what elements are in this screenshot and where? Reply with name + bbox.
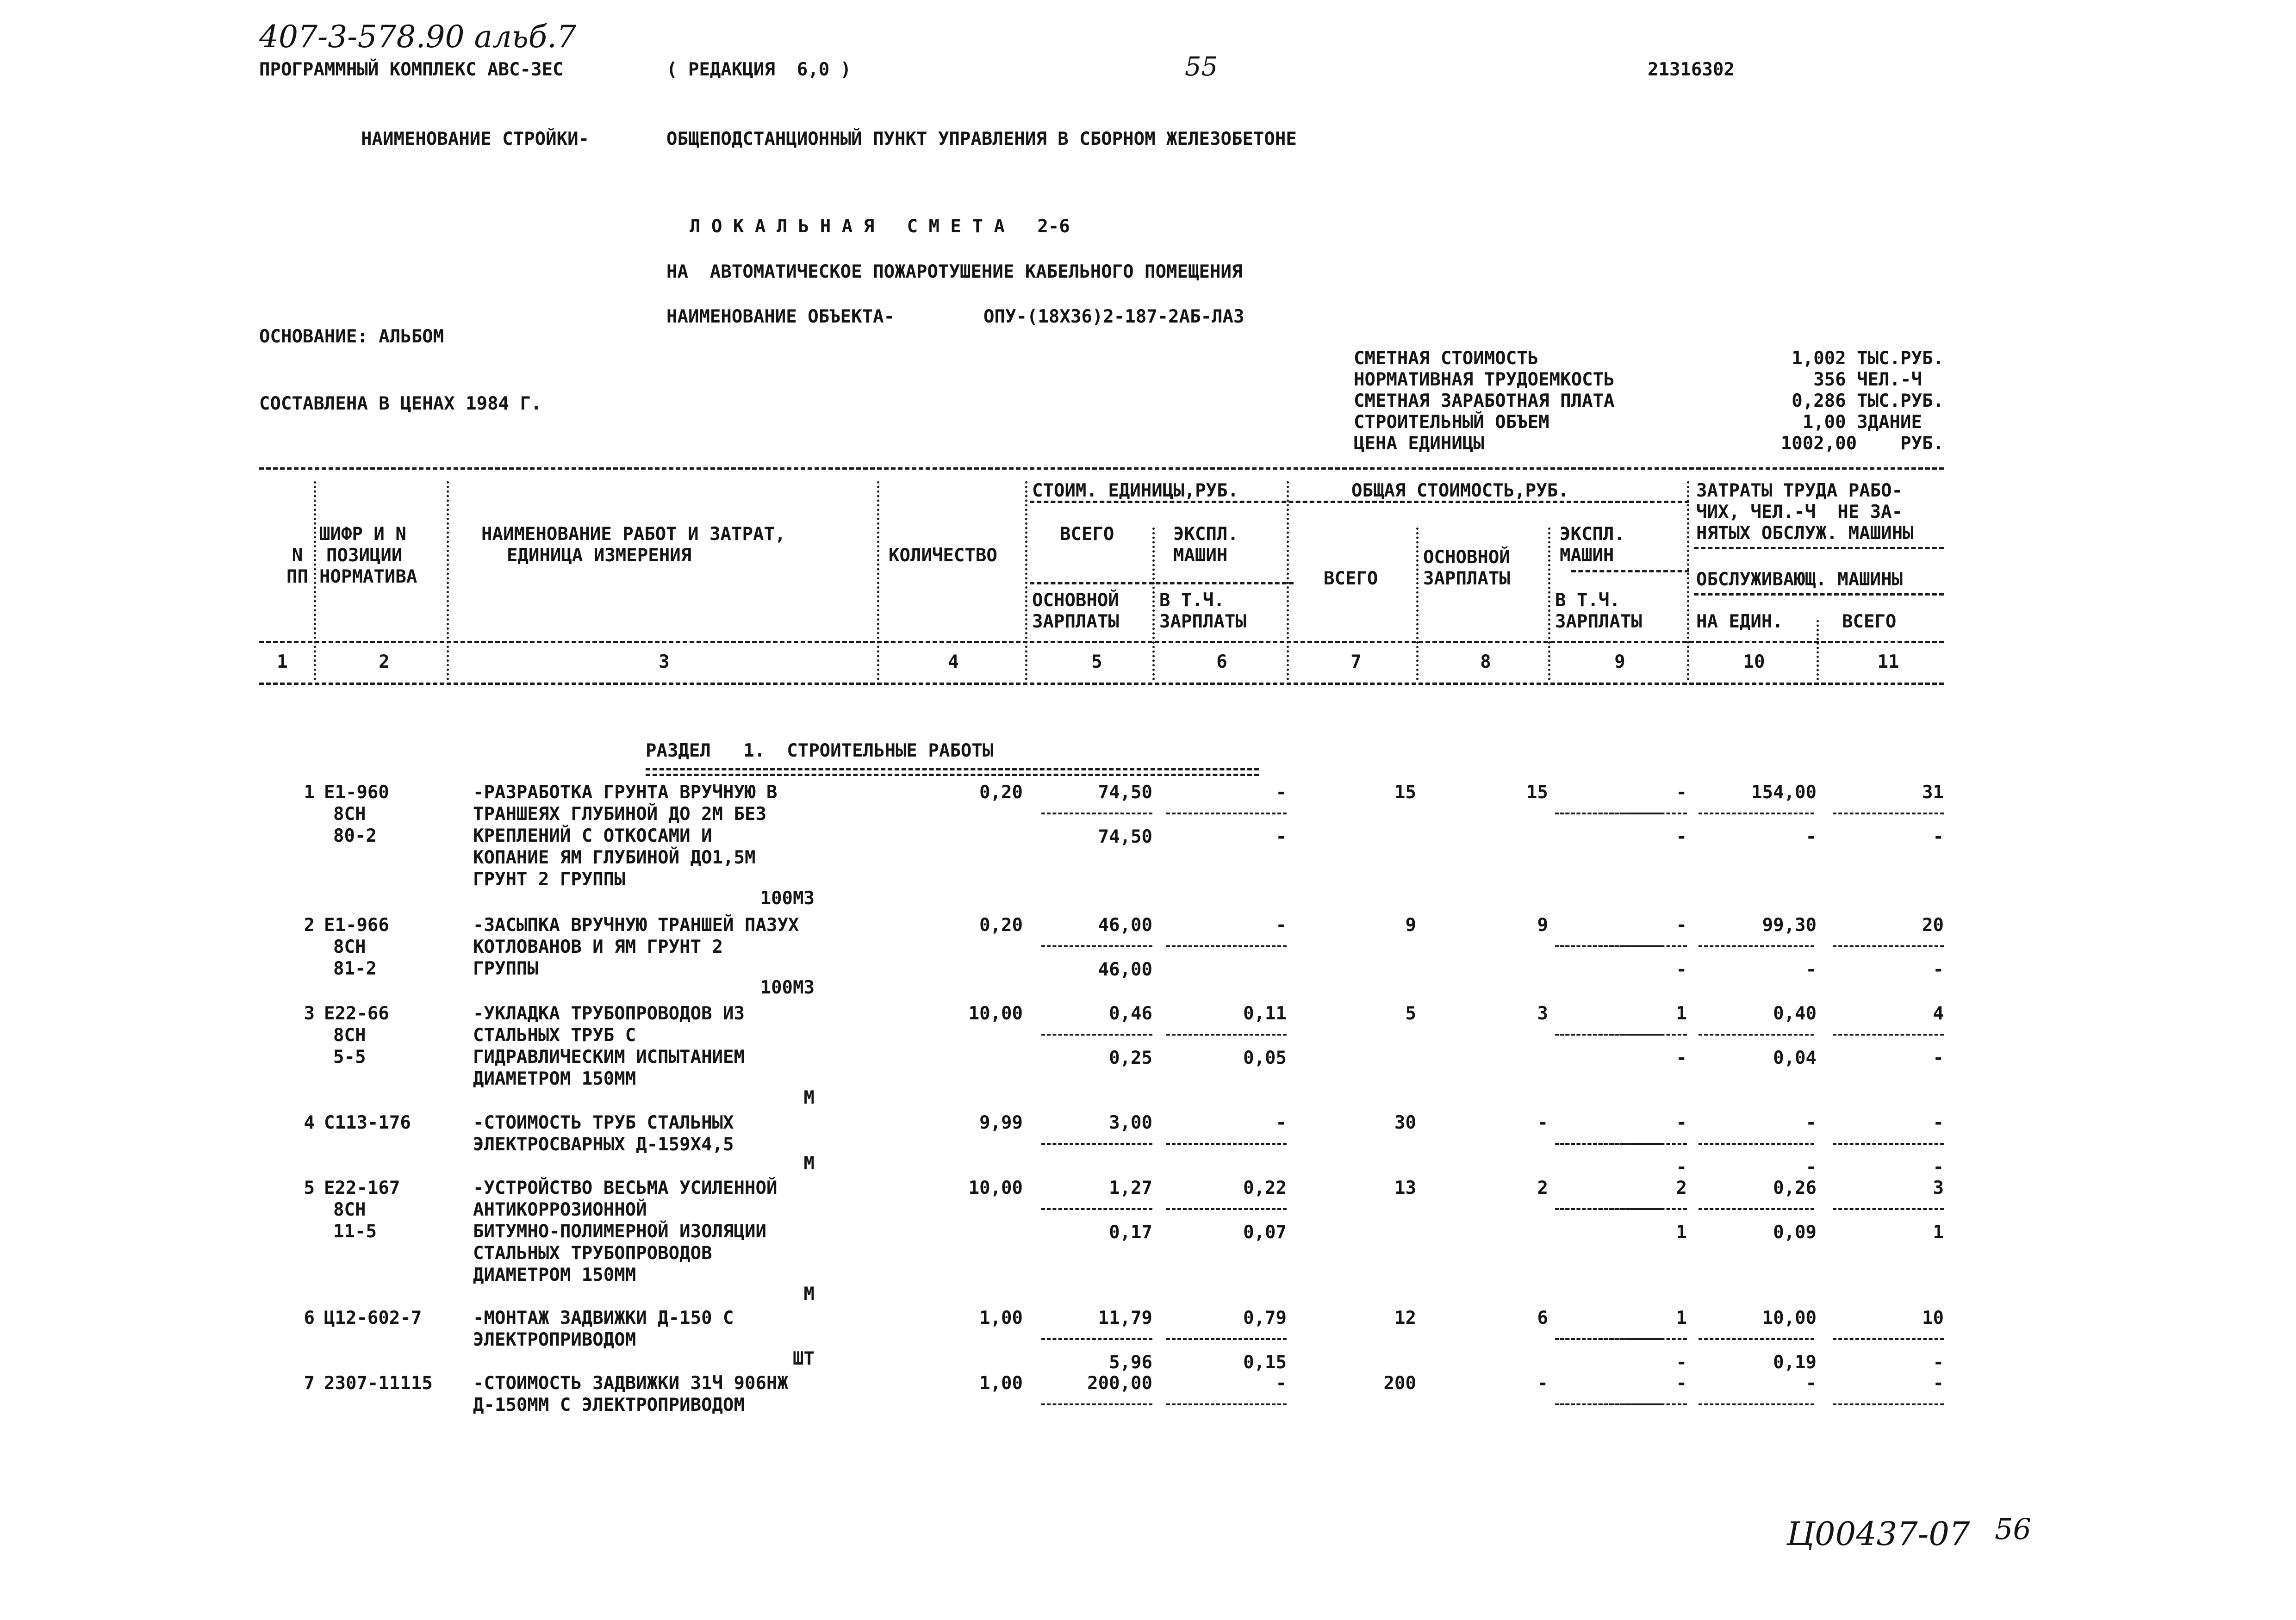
row-quantity: 1,00	[979, 1308, 1023, 1328]
row-cost-value: 0,40	[1773, 1003, 1817, 1024]
construction-label: НАИМЕНОВАНИЕ СТРОЙКИ-	[361, 129, 590, 149]
row-code: Е22-167	[324, 1178, 400, 1198]
header-total-wages: ОСНОВНОЙ	[1423, 547, 1510, 568]
row-code: С113-176	[324, 1112, 411, 1133]
row-cost-value: 20	[1922, 915, 1944, 936]
row-cost-value: -	[1805, 1112, 1817, 1133]
handwritten-document-ref: Ц00437-07	[1786, 1515, 1970, 1553]
header-labor-unit: НА ЕДИН.	[1696, 611, 1783, 632]
section-underline	[646, 768, 1259, 770]
column-number: 5	[1091, 652, 1102, 672]
row-cost-value: 1	[1676, 1003, 1687, 1024]
row-number: 2	[304, 915, 315, 936]
row-number: 1	[304, 782, 315, 803]
header-unit-wages: ОСНОВНОЙ	[1032, 590, 1119, 611]
row-work-name: ДИАМЕТРОМ 150ММ	[473, 1265, 636, 1285]
labor-sub-rule	[1694, 593, 1944, 596]
row-work-name: -РАЗРАБОТКА ГРУНТА ВРУЧНУЮ В	[473, 782, 778, 803]
column-number: 11	[1877, 652, 1899, 672]
row-split-rule	[1041, 1143, 1152, 1145]
header-col-code: НОРМАТИВА	[319, 566, 417, 587]
row-work-name: -УКЛАДКА ТРУБОПРОВОДОВ ИЗ	[473, 1003, 745, 1024]
row-number: 6	[304, 1308, 315, 1328]
row-cost-value: 13	[1394, 1178, 1416, 1198]
header-total-incl: В Т.Ч.	[1555, 590, 1620, 611]
row-cost-value: 15	[1526, 782, 1548, 803]
document-code: 21316302	[1648, 59, 1735, 80]
row-split-rule	[1166, 813, 1287, 814]
summary-value: 0,286 ТЫС.РУБ.	[1792, 391, 1944, 411]
handwritten-page-number: 55	[1185, 52, 1218, 82]
row-code: 11-5	[333, 1221, 377, 1242]
row-split-rule	[1560, 1208, 1687, 1210]
summary-value: 1002,00 РУБ.	[1780, 433, 1944, 454]
header-total-machines: ЭКСПЛ.	[1560, 524, 1625, 545]
row-cost-value: 9	[1537, 915, 1548, 936]
row-cost-value: 4	[1933, 1003, 1944, 1024]
row-wage-value: -	[1933, 1048, 1944, 1068]
row-work-name: Д-150ММ С ЭЛЕКТРОПРИВОДОМ	[473, 1395, 745, 1415]
row-cost-value: 31	[1922, 782, 1944, 803]
row-split-rule	[1833, 1338, 1944, 1340]
row-split-rule	[1833, 1143, 1944, 1145]
header-labor: ЗАТРАТЫ ТРУДА РАБО-	[1696, 480, 1903, 501]
row-wage-value: -	[1276, 826, 1287, 847]
header-col-quantity: КОЛИЧЕСТВО	[889, 545, 997, 566]
row-number: 4	[304, 1112, 315, 1133]
row-unit: ШТ	[793, 1348, 815, 1369]
column-number: 10	[1743, 652, 1765, 672]
row-split-rule	[1166, 1338, 1287, 1340]
column-number: 2	[379, 652, 390, 672]
row-code: 2307-11115	[324, 1373, 433, 1394]
row-work-name: ЭЛЕКТРОПРИВОДОМ	[473, 1329, 636, 1350]
handwritten-album-ref: 407-3-578.90 альб.7	[259, 19, 577, 55]
summary-value: 1,00 ЗДАНИЕ	[1802, 412, 1922, 433]
row-work-name: ДИАМЕТРОМ 150ММ	[473, 1068, 636, 1089]
row-quantity: 9,99	[979, 1112, 1023, 1133]
summary-label: СМЕТНАЯ ЗАРАБОТНАЯ ПЛАТА	[1354, 391, 1615, 411]
header-bottom-rule	[259, 641, 1944, 643]
row-cost-value: -	[1276, 1112, 1287, 1133]
row-work-name: КОТЛОВАНОВ И ЯМ ГРУНТ 2	[473, 937, 723, 957]
row-split-rule	[1699, 813, 1814, 814]
row-wage-value: 0,15	[1243, 1352, 1287, 1373]
row-unit: М	[803, 1284, 815, 1304]
column-number: 7	[1350, 652, 1362, 672]
row-code: Е1-960	[324, 782, 389, 803]
header-total-cost: ОБЩАЯ СТОИМОСТЬ,РУБ.	[1351, 480, 1569, 501]
row-number: 5	[304, 1178, 315, 1198]
header-col-name: ЕДИНИЦА ИЗМЕРЕНИЯ	[507, 545, 692, 566]
object-name: ОПУ-(18Х36)2-187-2АБ-ЛА3	[983, 306, 1244, 327]
summary-value: 1,002 ТЫС.РУБ.	[1792, 348, 1944, 369]
row-wage-value: 0,05	[1243, 1048, 1287, 1068]
row-cost-value: -	[1933, 1112, 1944, 1133]
row-split-rule	[1560, 813, 1687, 814]
row-cost-value: 30	[1394, 1112, 1416, 1133]
row-split-rule	[1560, 1034, 1687, 1036]
row-code: 5-5	[333, 1047, 366, 1068]
section-title: РАЗДЕЛ 1. СТРОИТЕЛЬНЫЕ РАБОТЫ	[646, 740, 994, 761]
row-wage-value: 0,19	[1773, 1352, 1817, 1373]
row-cost-value: 2	[1537, 1178, 1548, 1198]
row-split-rule	[1833, 945, 1944, 947]
row-cost-value: 9	[1405, 915, 1416, 936]
row-work-name: АНТИКОРРОЗИОННОЙ	[473, 1199, 647, 1220]
row-cost-value: 10	[1922, 1308, 1944, 1328]
table-top-rule	[259, 467, 1944, 470]
row-split-rule	[1560, 945, 1687, 947]
basis: ОСНОВАНИЕ: АЛЬБОМ	[259, 326, 444, 347]
row-wage-value: 0,09	[1773, 1222, 1817, 1243]
row-quantity: 0,20	[979, 782, 1023, 803]
row-split-rule	[1560, 1338, 1687, 1340]
row-code: Ц12-602-7	[324, 1308, 422, 1328]
row-split-rule	[1699, 1403, 1814, 1405]
header-text: ПП	[286, 566, 308, 587]
header-text: N	[292, 545, 303, 566]
estimate-subject: НА АВТОМАТИЧЕСКОЕ ПОЖАРОТУШЕНИЕ КАБЕЛЬНОГО ПОМЕЩЕНИЯ	[666, 261, 1243, 282]
row-unit: М	[803, 1153, 815, 1174]
row-work-name: -ЗАСЫПКА ВРУЧНУЮ ТРАНШЕЙ ПАЗУХ	[473, 915, 799, 936]
price-level: СОСТАВЛЕНА В ЦЕНАХ 1984 Г.	[259, 393, 542, 414]
header-unit-incl: В Т.Ч.	[1159, 590, 1225, 611]
row-cost-value: 0,26	[1773, 1178, 1817, 1198]
col-divider	[1817, 620, 1819, 680]
row-quantity: 10,00	[968, 1178, 1023, 1198]
header-total-incl: ЗАРПЛАТЫ	[1555, 611, 1642, 632]
row-wage-value: -	[1933, 826, 1944, 847]
row-work-name: БИТУМНО-ПОЛИМЕРНОЙ ИЗОЛЯЦИИ	[473, 1221, 766, 1242]
row-split-rule	[1166, 1143, 1287, 1145]
header-unit-machines: МАШИН	[1173, 545, 1228, 566]
numbers-bottom-rule	[259, 683, 1944, 685]
row-cost-value: 154,00	[1751, 782, 1817, 803]
row-work-name: -СТОИМОСТЬ ЗАДВИЖКИ 31Ч 906НЖ	[473, 1373, 788, 1394]
row-work-name: -МОНТАЖ ЗАДВИЖКИ Д-150 С	[473, 1308, 734, 1328]
col-divider	[447, 481, 449, 680]
row-code: 8СН	[333, 1025, 366, 1046]
labor-group-rule	[1694, 547, 1944, 549]
summary-label: НОРМАТИВНАЯ ТРУДОЕМКОСТЬ	[1354, 369, 1615, 390]
row-cost-value: 15	[1394, 782, 1416, 803]
row-split-rule	[1699, 1208, 1814, 1210]
row-cost-value: 3,00	[1109, 1112, 1152, 1133]
row-unit: 100М3	[760, 888, 815, 909]
row-cost-value: 3	[1537, 1003, 1548, 1024]
row-code: 8СН	[333, 804, 366, 825]
row-split-rule	[1833, 1034, 1944, 1036]
row-cost-value: 0,22	[1243, 1178, 1287, 1198]
row-work-name: КРЕПЛЕНИЙ С ОТКОСАМИ И	[473, 826, 712, 846]
col-divider	[1287, 481, 1289, 680]
program-name: ПРОГРАММНЫЙ КОМПЛЕКС АВС-3ЕС	[259, 59, 564, 80]
row-wage-value: -	[1805, 959, 1817, 980]
row-wage-value: -	[1933, 1352, 1944, 1373]
row-cost-value: -	[1676, 1373, 1687, 1394]
row-cost-value: 0,11	[1243, 1003, 1287, 1024]
row-unit: 100М3	[760, 977, 815, 998]
summary-label: ЦЕНА ЕДИНИЦЫ	[1354, 433, 1484, 454]
row-split-rule	[1041, 945, 1152, 947]
row-unit: М	[803, 1087, 815, 1108]
row-cost-value: -	[1537, 1373, 1548, 1394]
col-divider	[1687, 481, 1689, 680]
row-wage-value: 46,00	[1098, 959, 1152, 980]
column-number: 6	[1216, 652, 1227, 672]
row-cost-value: -	[1676, 782, 1687, 803]
row-cost-value: 200	[1383, 1373, 1416, 1394]
row-code: 80-2	[333, 826, 377, 846]
handwritten-page-number-2: 56	[1995, 1512, 2031, 1546]
row-wage-value: 0,04	[1773, 1048, 1817, 1068]
row-work-name: ТРАНШЕЯХ ГЛУБИНОЙ ДО 2М БЕЗ	[473, 804, 766, 825]
row-split-rule	[1041, 813, 1152, 814]
header-total-all: ВСЕГО	[1324, 568, 1378, 589]
header-unit-cost: СТОИМ. ЕДИНИЦЫ,РУБ.	[1032, 480, 1239, 501]
row-cost-value: 74,50	[1098, 782, 1152, 803]
total-sub-rule	[1571, 570, 1689, 572]
row-work-name: ГИДРАВЛИЧЕСКИМ ИСПЫТАНИЕМ	[473, 1047, 745, 1068]
row-cost-value: 99,30	[1762, 915, 1817, 936]
row-wage-value: -	[1676, 1157, 1687, 1178]
header-col-code: ШИФР И N	[319, 524, 406, 545]
row-cost-value: 12	[1394, 1308, 1416, 1328]
row-code: 81-2	[333, 958, 377, 979]
header-total-wages: ЗАРПЛАТЫ	[1423, 568, 1510, 589]
col-divider	[1152, 528, 1155, 680]
header-col-code: ПОЗИЦИИ	[326, 545, 403, 566]
col-divider	[1025, 481, 1027, 680]
row-work-name: СТАЛЬНЫХ ТРУБ С	[473, 1025, 636, 1046]
column-number: 1	[277, 652, 288, 672]
row-cost-value: -	[1276, 782, 1287, 803]
row-wage-value: -	[1676, 826, 1687, 847]
row-cost-value: -	[1676, 915, 1687, 936]
header-labor: НЯТЫХ ОБСЛУЖ. МАШИНЫ	[1696, 523, 1914, 544]
row-cost-value: 11,79	[1098, 1308, 1152, 1328]
row-code: 8СН	[333, 937, 366, 957]
row-wage-value: 0,07	[1243, 1222, 1287, 1243]
estimate-title: Л О К А Л Ь Н А Я С М Е Т А 2-6	[690, 216, 1070, 237]
col-divider	[1548, 528, 1550, 680]
header-total-machines: МАШИН	[1560, 545, 1614, 566]
row-wage-value: 0,25	[1109, 1048, 1152, 1068]
row-quantity: 10,00	[968, 1003, 1023, 1024]
row-work-name: -УСТРОЙСТВО ВЕСЬМА УСИЛЕННОЙ	[473, 1178, 778, 1198]
row-wage-value: -	[1933, 1157, 1944, 1178]
col-divider	[314, 481, 316, 680]
row-code: Е1-966	[324, 915, 389, 936]
row-quantity: 0,20	[979, 915, 1023, 936]
summary-label: СМЕТНАЯ СТОИМОСТЬ	[1354, 348, 1539, 369]
row-split-rule	[1041, 1034, 1152, 1036]
row-wage-value: -	[1805, 826, 1817, 847]
header-labor-service: ОБСЛУЖИВАЮЩ. МАШИНЫ	[1696, 569, 1903, 590]
header-col-name: НАИМЕНОВАНИЕ РАБОТ И ЗАТРАТ,	[481, 524, 786, 545]
row-wage-value: 0,17	[1109, 1222, 1152, 1243]
row-cost-value: -	[1933, 1373, 1944, 1394]
column-number: 4	[948, 652, 959, 672]
row-split-rule	[1699, 1338, 1814, 1340]
header-unit-total: ВСЕГО	[1060, 524, 1114, 545]
row-cost-value: 6	[1537, 1308, 1548, 1328]
row-work-name: ГРУНТ 2 ГРУППЫ	[473, 869, 625, 890]
row-split-rule	[1041, 1338, 1152, 1340]
section-underline	[646, 774, 1259, 776]
row-split-rule	[1833, 1403, 1944, 1405]
program-edition: ( РЕДАКЦИЯ 6,0 )	[666, 59, 852, 80]
summary-label: СТРОИТЕЛЬНЫЙ ОБЪЕМ	[1354, 412, 1549, 433]
row-wage-value: 1	[1933, 1222, 1944, 1243]
row-cost-value: 46,00	[1098, 915, 1152, 936]
row-split-rule	[1560, 1143, 1687, 1145]
column-number: 8	[1480, 652, 1491, 672]
row-cost-value: -	[1276, 915, 1287, 936]
header-labor-total: ВСЕГО	[1842, 611, 1897, 632]
header-unit-machines: ЭКСПЛ.	[1173, 524, 1238, 545]
row-work-name: КОПАНИЕ ЯМ ГЛУБИНОЙ ДО1,5М	[473, 847, 756, 868]
header-unit-wages: ЗАРПЛАТЫ	[1032, 611, 1119, 632]
row-cost-value: 0,46	[1109, 1003, 1152, 1024]
row-cost-value: 1,27	[1109, 1178, 1152, 1198]
col-divider	[1416, 528, 1419, 680]
object-label: НАИМЕНОВАНИЕ ОБЪЕКТА-	[666, 306, 895, 327]
row-split-rule	[1166, 1403, 1287, 1405]
row-cost-value: 5	[1405, 1003, 1416, 1024]
row-split-rule	[1166, 1208, 1287, 1210]
header-col-number-2	[259, 545, 314, 588]
row-split-rule	[1166, 1034, 1287, 1036]
row-wage-value: 5,96	[1109, 1352, 1152, 1373]
row-split-rule	[1166, 945, 1287, 947]
row-work-name: СТАЛЬНЫХ ТРУБОПРОВОДОВ	[473, 1243, 712, 1264]
header-unit-incl: ЗАРПЛАТЫ	[1159, 611, 1246, 632]
row-split-rule	[1699, 1143, 1814, 1145]
row-cost-value: 10,00	[1762, 1308, 1817, 1328]
row-cost-value: -	[1537, 1112, 1548, 1133]
row-split-rule	[1041, 1403, 1152, 1405]
row-cost-value: -	[1805, 1373, 1817, 1394]
column-number: 9	[1614, 652, 1625, 672]
row-number: 3	[304, 1003, 315, 1024]
col-divider	[877, 481, 879, 680]
unit-sub-rule	[1030, 582, 1294, 584]
row-work-name: ЭЛЕКТРОСВАРНЫХ Д-159Х4,5	[473, 1134, 734, 1155]
summary-value: 356 ЧЕЛ.-Ч	[1813, 369, 1922, 390]
row-wage-value: -	[1676, 959, 1687, 980]
row-cost-value: 200,00	[1087, 1373, 1152, 1394]
column-number: 3	[659, 652, 670, 672]
row-work-name: -СТОИМОСТЬ ТРУБ СТАЛЬНЫХ	[473, 1112, 734, 1133]
row-quantity: 1,00	[979, 1373, 1023, 1394]
row-wage-value: 1	[1676, 1222, 1687, 1243]
row-code: Е22-66	[324, 1003, 389, 1024]
row-work-name: ГРУППЫ	[473, 958, 538, 979]
row-cost-value: 1	[1676, 1308, 1687, 1328]
row-split-rule	[1560, 1403, 1687, 1405]
row-cost-value: 3	[1933, 1178, 1944, 1198]
row-split-rule	[1833, 813, 1944, 814]
row-wage-value: -	[1805, 1157, 1817, 1178]
row-wage-value: -	[1933, 959, 1944, 980]
row-wage-value: -	[1676, 1352, 1687, 1373]
row-split-rule	[1833, 1208, 1944, 1210]
row-number: 7	[304, 1373, 315, 1394]
row-split-rule	[1041, 1208, 1152, 1210]
row-cost-value: -	[1276, 1373, 1287, 1394]
row-split-rule	[1699, 1034, 1814, 1036]
row-wage-value: 74,50	[1098, 826, 1152, 847]
row-cost-value: 2	[1676, 1178, 1687, 1198]
row-code: 8СН	[333, 1199, 366, 1220]
row-cost-value: -	[1676, 1112, 1687, 1133]
header-labor: ЧИХ, ЧЕЛ.-Ч НЕ ЗА-	[1696, 502, 1903, 522]
construction-name: ОБЩЕПОДСТАНЦИОННЫЙ ПУНКТ УПРАВЛЕНИЯ В СБОРНОМ ЖЕЛЕЗОБЕТОНЕ	[666, 129, 1297, 149]
row-split-rule	[1699, 945, 1814, 947]
row-wage-value: -	[1676, 1048, 1687, 1068]
row-cost-value: 0,79	[1243, 1308, 1287, 1328]
